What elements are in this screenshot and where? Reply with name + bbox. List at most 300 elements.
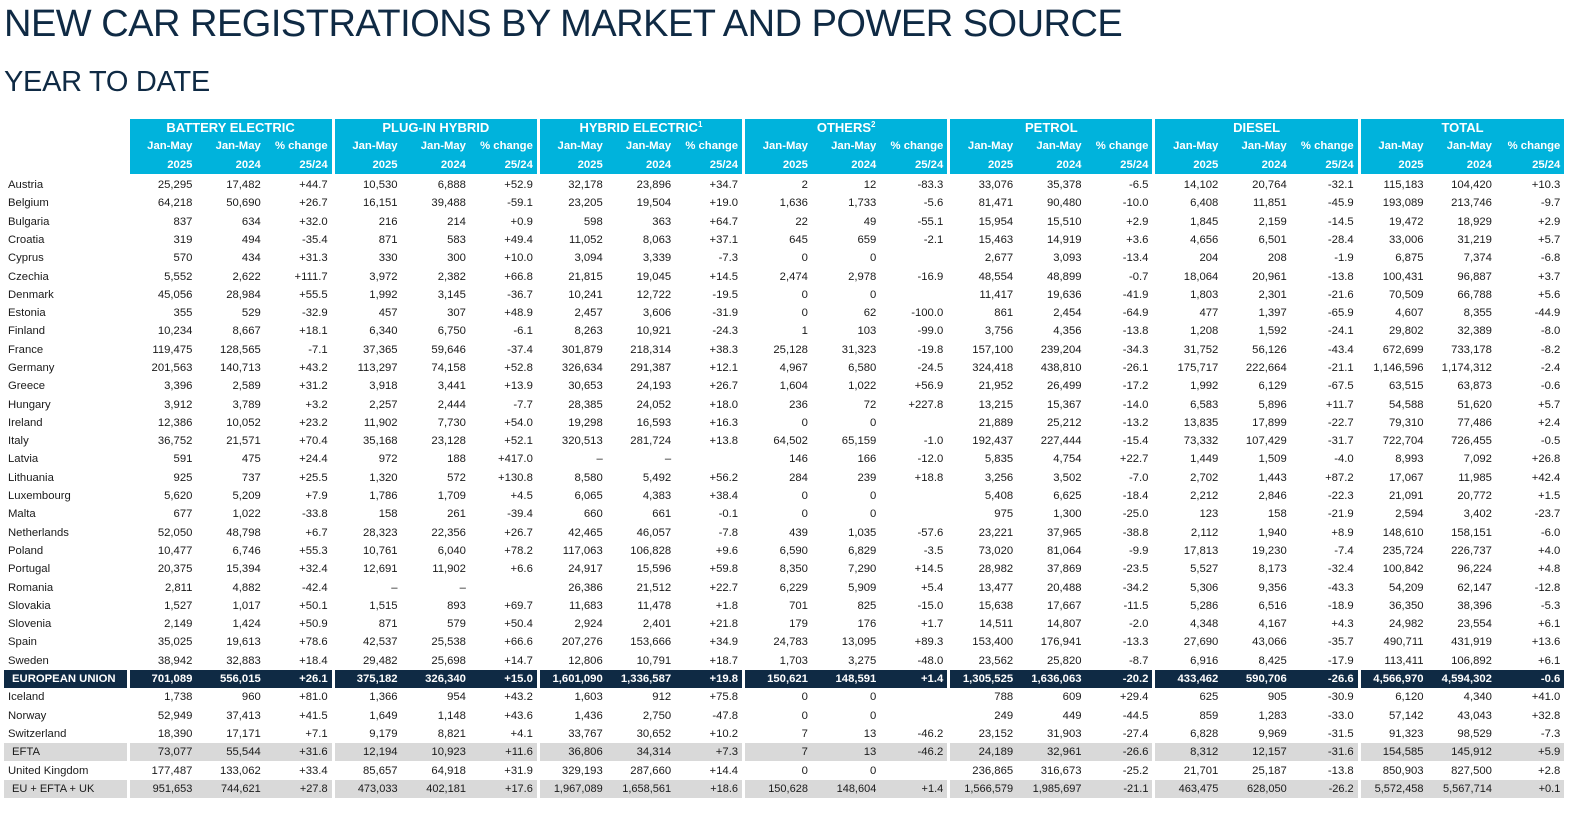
column-subheader: 2024 (607, 156, 675, 175)
value-cell: 2,257 (333, 395, 401, 413)
value-cell: 148,610 (1359, 524, 1427, 542)
value-cell: 63,515 (1359, 377, 1427, 395)
value-cell: 1,509 (1258, 453, 1287, 466)
group-header-label: HYBRID ELECTRIC (579, 120, 698, 136)
percent-change-cell: -99.0 (917, 325, 944, 338)
value-cell: 590,706 (1222, 670, 1290, 688)
group-header-diesel (1154, 119, 1359, 137)
value-cell: 32,883 (226, 654, 261, 667)
value-cell: 300 (447, 252, 466, 265)
column-subheader: % change (1291, 137, 1359, 155)
percent-change-cell (675, 450, 743, 468)
value-cell: 11,478 (637, 599, 672, 612)
table-row (4, 395, 1564, 413)
value-cell: 3,396 (128, 377, 196, 395)
percent-change-cell: +14.5 (709, 270, 739, 283)
value-cell: 8,063 (642, 233, 672, 246)
percent-change-cell: -7.1 (308, 343, 328, 356)
value-cell: 54,209 (1359, 578, 1427, 596)
table-row (4, 194, 1564, 212)
percent-change-cell (880, 249, 948, 267)
value-cell: 74,158 (431, 362, 466, 374)
value-cell: 1,397 (1258, 307, 1287, 320)
value-cell: 5,209 (232, 490, 261, 503)
group-header-label: DIESEL (1233, 120, 1281, 136)
value-cell: 3,145 (437, 288, 466, 301)
value-cell: 23,128 (431, 435, 466, 448)
percent-change-cell: +10.3 (1531, 179, 1561, 192)
table-row (4, 432, 1564, 450)
value-cell: 23,562 (949, 652, 1017, 670)
value-cell: 871 (333, 615, 401, 633)
percent-change-cell: -8.0 (1540, 325, 1561, 338)
percent-change-cell: +26.8 (1531, 453, 1561, 466)
value-cell: 1,017 (232, 599, 261, 612)
value-cell: 10,530 (333, 175, 401, 194)
value-cell: 218,314 (630, 343, 672, 356)
value-cell: 115,183 (1359, 175, 1427, 194)
value-cell: 449 (1062, 709, 1082, 722)
percent-change-cell: +16.3 (709, 416, 739, 429)
percent-change-cell: +19.0 (709, 197, 739, 210)
percent-change-cell: +33.4 (299, 764, 328, 777)
value-cell: 1,703 (744, 652, 812, 670)
value-cell: 12,806 (538, 652, 606, 670)
percent-change-cell: -55.1 (917, 215, 944, 228)
value-cell: 28,323 (333, 524, 401, 542)
value-cell: 0 (870, 691, 877, 704)
value-cell: 8,580 (538, 469, 606, 487)
value-cell: 21,512 (636, 581, 672, 594)
percent-change-cell (880, 505, 948, 523)
value-cell: 905 (1267, 691, 1287, 704)
percent-change-cell: -65.9 (1327, 307, 1354, 320)
value-cell: 261 (447, 508, 466, 521)
value-cell: 15,638 (949, 597, 1017, 615)
value-cell: 402,181 (402, 780, 470, 798)
value-cell: 6,120 (1359, 688, 1427, 706)
column-subheader: 25/24 (1086, 156, 1154, 175)
percent-change-cell: -5.3 (1540, 599, 1561, 612)
value-cell: 52,949 (128, 707, 196, 725)
percent-change-cell: -4.0 (1334, 453, 1354, 466)
value-cell: 113,297 (333, 359, 401, 377)
value-cell: 5,896 (1258, 398, 1287, 411)
value-cell: 579 (447, 618, 466, 631)
percent-change-cell: -2.0 (1128, 618, 1149, 631)
country-name: Netherlands (8, 526, 69, 539)
country-name: Portugal (8, 563, 51, 576)
value-cell: 287,660 (630, 764, 672, 777)
country-name: Czechia (8, 270, 49, 283)
value-cell: 434 (241, 252, 261, 265)
percent-change-cell: -57.6 (917, 526, 944, 539)
percent-change-cell: -31.6 (1291, 743, 1359, 761)
value-cell: 148,591 (812, 670, 880, 688)
value-cell: 214 (447, 215, 466, 228)
value-cell: 10,241 (538, 286, 606, 304)
percent-change-cell: -7.0 (1128, 471, 1149, 484)
value-cell: 1 (744, 322, 812, 340)
table-row (4, 450, 1564, 468)
value-cell: 4,882 (232, 581, 261, 594)
percent-change-cell: -15.0 (917, 599, 944, 612)
value-cell: 35,025 (128, 633, 196, 651)
footnote-marker: 2 (871, 120, 876, 130)
value-cell: 475 (241, 453, 261, 466)
value-cell: 6,583 (1154, 395, 1222, 413)
value-cell: 20,488 (1046, 581, 1082, 594)
value-cell: 2,454 (1053, 307, 1082, 320)
value-cell: 5,408 (949, 487, 1017, 505)
percent-change-cell: +78.6 (299, 636, 328, 649)
percent-change-cell: +1.8 (715, 599, 739, 612)
value-cell: 21,091 (1359, 487, 1427, 505)
value-cell: 6,040 (437, 544, 466, 557)
percent-change-cell: -19.8 (917, 343, 944, 356)
value-cell: 0 (744, 505, 812, 523)
table-row (4, 469, 1564, 487)
percent-change-cell: +70.4 (299, 435, 328, 448)
percent-change-cell: -18.9 (1327, 599, 1354, 612)
value-cell: 1,992 (1154, 377, 1222, 395)
column-subheader: Jan-May (607, 137, 675, 155)
value-cell: 73,077 (128, 743, 196, 761)
value-cell: 148,604 (812, 780, 880, 798)
value-cell: 11,683 (538, 597, 606, 615)
value-cell: 35,168 (333, 432, 401, 450)
value-cell: 645 (744, 231, 812, 249)
value-cell: 1,443 (1258, 471, 1287, 484)
percent-change-cell: +19.8 (675, 670, 743, 688)
value-cell: – (333, 578, 401, 596)
percent-change-cell: +12.1 (709, 362, 739, 374)
percent-change-cell: +38.4 (709, 490, 739, 503)
value-cell: 46,057 (636, 526, 672, 539)
value-cell: 37,869 (1046, 563, 1082, 576)
percent-change-cell: -32.9 (301, 307, 328, 320)
value-cell: 6,065 (538, 487, 606, 505)
percent-change-cell: -35.4 (301, 233, 328, 246)
percent-change-cell: +32.8 (1531, 709, 1561, 722)
value-cell: 3,339 (642, 252, 672, 265)
value-cell: 330 (333, 249, 401, 267)
percent-change-cell: -12.0 (917, 453, 944, 466)
country-name: Poland (8, 544, 44, 557)
table-row (4, 615, 1564, 633)
percent-change-cell: +31.6 (265, 743, 333, 761)
value-cell: 6,129 (1258, 380, 1287, 393)
column-subheader: % change (675, 137, 743, 155)
value-cell: 307 (447, 307, 466, 320)
percent-change-cell: -18.4 (1122, 490, 1149, 503)
column-subheader: 2025 (1154, 156, 1222, 175)
country-name: Luxembourg (8, 490, 71, 503)
group-header-label: PLUG-IN HYBRID (382, 120, 490, 136)
value-cell: 32,961 (1017, 743, 1085, 761)
subheader-row-year (4, 156, 1564, 175)
percent-change-cell: -14.5 (1327, 215, 1354, 228)
percent-change-cell: -46.2 (917, 727, 944, 740)
percent-change-cell: +42.4 (1531, 471, 1561, 484)
value-cell: 10,791 (636, 654, 672, 667)
percent-change-cell: -0.5 (1540, 435, 1561, 448)
percent-change-cell: +11.6 (470, 743, 538, 761)
value-cell: 7,290 (848, 563, 877, 576)
header-spacer (4, 137, 128, 155)
value-cell: 20,764 (1252, 179, 1287, 192)
value-cell: 2,924 (538, 615, 606, 633)
percent-change-cell: -12.8 (1534, 581, 1561, 594)
value-cell: 239 (857, 471, 877, 484)
value-cell: 0 (744, 487, 812, 505)
value-cell: 204 (1154, 249, 1222, 267)
column-subheader: Jan-May (128, 137, 196, 155)
value-cell: 70,509 (1359, 286, 1427, 304)
value-cell: 21,952 (949, 377, 1017, 395)
percent-change-cell: -6.0 (1540, 526, 1561, 539)
percent-change-cell: +56.2 (709, 471, 739, 484)
percent-change-cell: -24.5 (917, 362, 944, 374)
value-cell: 33,767 (538, 725, 606, 743)
column-subheader: % change (880, 137, 948, 155)
value-cell: 64,502 (744, 432, 812, 450)
percent-change-cell: +1.4 (880, 780, 948, 798)
percent-change-cell: -37.4 (507, 343, 533, 356)
percent-change-cell: -21.6 (1327, 288, 1354, 301)
country-name: Belgium (8, 197, 49, 210)
percent-change-cell: +81.0 (299, 691, 328, 704)
percent-change-cell: -31.5 (1327, 727, 1354, 740)
value-cell: 726,455 (1451, 435, 1492, 448)
percent-change-cell: +41.5 (299, 709, 328, 722)
percent-change-cell: -44.5 (1122, 709, 1149, 722)
value-cell: 226,737 (1451, 544, 1492, 557)
value-cell: 2,589 (232, 380, 261, 393)
value-cell: 31,219 (1457, 233, 1492, 246)
value-cell: 207,276 (538, 633, 606, 651)
country-name: Greece (8, 380, 46, 393)
value-cell: 625 (1154, 688, 1222, 706)
column-subheader: % change (1496, 137, 1564, 155)
country-name: Denmark (8, 288, 54, 301)
country-name: Ireland (8, 416, 43, 429)
percent-change-cell: -11.5 (1123, 599, 1149, 612)
table-row (4, 597, 1564, 615)
value-cell: 10,477 (128, 542, 196, 560)
value-cell: 2,846 (1258, 490, 1287, 503)
value-cell: 570 (128, 249, 196, 267)
value-cell: 23,896 (636, 179, 672, 192)
percent-change-cell: +49.4 (504, 233, 533, 246)
value-cell: 316,673 (1040, 764, 1082, 777)
percent-change-cell: -8.2 (1540, 343, 1561, 356)
group-header-label: PETROL (1024, 120, 1078, 136)
group-header-hybrid-electric (538, 119, 743, 137)
value-cell: 64,918 (431, 764, 466, 777)
country-name: Finland (8, 325, 46, 338)
value-cell: 14,919 (1046, 233, 1082, 246)
percent-change-cell: +48.9 (504, 307, 533, 320)
value-cell: 1,022 (848, 380, 877, 393)
country-name: Cyprus (8, 252, 44, 265)
value-cell: 1,424 (232, 618, 261, 631)
percent-change-cell: +6.6 (510, 563, 533, 576)
value-cell: 6,829 (848, 544, 877, 557)
value-cell: 7 (744, 725, 812, 743)
column-subheader: % change (1086, 137, 1154, 155)
value-cell: 38,942 (128, 652, 196, 670)
value-cell: 1,208 (1154, 322, 1222, 340)
percent-change-cell: -35.7 (1327, 636, 1354, 649)
value-cell: 4,356 (1053, 325, 1082, 338)
value-cell: 12 (863, 179, 877, 192)
percent-change-cell: +18.1 (299, 325, 328, 338)
value-cell: 176,941 (1040, 636, 1082, 649)
group-header-label: TOTAL (1441, 120, 1484, 136)
percent-change-cell: -23.5 (1122, 563, 1149, 576)
value-cell: 6,501 (1258, 233, 1287, 246)
value-cell: 10,052 (226, 416, 261, 429)
percent-change-cell: +32.0 (299, 215, 328, 228)
value-cell: 722,704 (1359, 432, 1427, 450)
value-cell: 33,076 (949, 175, 1017, 194)
value-cell: 11,902 (432, 563, 466, 576)
value-cell: 49 (863, 215, 877, 228)
value-cell: 3,918 (333, 377, 401, 395)
value-cell: 104,420 (1451, 179, 1492, 192)
value-cell: 29,802 (1359, 322, 1427, 340)
value-cell: 0 (744, 414, 812, 432)
value-cell: 193,089 (1359, 194, 1427, 212)
percent-change-cell: -64.9 (1122, 307, 1149, 320)
percent-change-cell: -0.1 (718, 508, 739, 521)
percent-change-cell: +0.9 (510, 215, 533, 228)
value-cell: 529 (241, 307, 261, 320)
value-cell: 37,965 (1046, 526, 1082, 539)
value-cell: 48,899 (1046, 270, 1082, 283)
value-cell: 1,649 (333, 707, 401, 725)
percent-change-cell: +22.7 (709, 581, 739, 594)
value-cell: 837 (128, 212, 196, 230)
value-cell: 975 (949, 505, 1017, 523)
percent-change-cell: -2.1 (923, 233, 944, 246)
eu-total-row (4, 670, 1564, 688)
value-cell: 490,711 (1359, 633, 1427, 651)
column-subheader: 25/24 (675, 156, 743, 175)
value-cell: 222,664 (1245, 362, 1287, 374)
value-cell: 1,527 (128, 597, 196, 615)
value-cell: 25,187 (1252, 764, 1287, 777)
table-row (4, 560, 1564, 578)
table-row (4, 578, 1564, 596)
value-cell: 24,052 (636, 398, 672, 411)
value-cell: 0 (744, 707, 812, 725)
value-cell: 103 (857, 325, 877, 338)
value-cell: 10,761 (333, 542, 401, 560)
percent-change-cell: -6.8 (1540, 252, 1561, 265)
value-cell: 12,386 (128, 414, 196, 432)
percent-change-cell: -59.1 (507, 197, 533, 210)
value-cell: 14,102 (1154, 175, 1222, 194)
percent-change-cell: -33.0 (1327, 709, 1354, 722)
value-cell: 8,355 (1463, 307, 1492, 320)
percent-change-cell: -0.7 (1128, 270, 1149, 283)
table-row (4, 322, 1564, 340)
value-cell: 1,305,525 (949, 670, 1017, 688)
value-cell: 81,471 (949, 194, 1017, 212)
value-cell: 158,151 (1451, 526, 1492, 539)
value-cell: 36,350 (1359, 597, 1427, 615)
value-cell: 11,851 (1253, 197, 1287, 210)
value-cell: 1,992 (333, 286, 401, 304)
value-cell: 8,350 (744, 560, 812, 578)
column-subheader: 2024 (1428, 156, 1496, 175)
table-row (4, 633, 1564, 651)
country-name: EUROPEAN UNION (4, 670, 128, 688)
value-cell: 1,436 (538, 707, 606, 725)
value-cell: 4,754 (1053, 453, 1082, 466)
value-cell: 7,374 (1463, 252, 1492, 265)
value-cell: 38,396 (1457, 599, 1492, 612)
efta-total-row (4, 743, 1564, 761)
column-subheader: 2024 (812, 156, 880, 175)
value-cell: 6,408 (1154, 194, 1222, 212)
value-cell: 1,845 (1154, 212, 1222, 230)
value-cell: 609 (1062, 691, 1082, 704)
percent-change-cell: +17.6 (470, 780, 538, 798)
percent-change-cell: +50.1 (299, 599, 328, 612)
value-cell: 36,806 (538, 743, 606, 761)
value-cell: 5,572,458 (1359, 780, 1427, 798)
table-row (4, 688, 1564, 706)
value-cell: 8,263 (538, 322, 606, 340)
country-name: Romania (8, 581, 54, 594)
percent-change-cell: -6.1 (513, 325, 533, 338)
column-subheader: 2025 (333, 156, 401, 175)
percent-change-cell: +43.2 (504, 691, 533, 704)
value-cell: 438,810 (1040, 362, 1082, 374)
percent-change-cell: +26.7 (299, 197, 328, 210)
value-cell: 133,062 (219, 764, 261, 777)
value-cell: 23,152 (949, 725, 1017, 743)
group-header-battery-electric (128, 119, 333, 137)
percent-change-cell: +4.1 (510, 727, 533, 740)
column-subheader: 2025 (744, 156, 812, 175)
value-cell: 79,310 (1359, 414, 1427, 432)
value-cell: – (538, 450, 606, 468)
value-cell: 32,389 (1457, 325, 1492, 338)
value-cell: 25,295 (128, 175, 196, 194)
percent-change-cell: +26.7 (709, 380, 739, 393)
country-name: Slovenia (8, 618, 52, 631)
percent-change-cell: +66.6 (504, 636, 533, 649)
value-cell: 1,515 (333, 597, 401, 615)
percent-change-cell: -25.2 (1122, 764, 1149, 777)
percent-change-cell: +13.8 (709, 435, 739, 448)
percent-change-cell: -45.9 (1327, 197, 1354, 210)
value-cell: 4,566,970 (1359, 670, 1427, 688)
value-cell: 153,666 (630, 636, 672, 649)
value-cell: 0 (870, 709, 877, 722)
value-cell: 825 (857, 599, 877, 612)
percent-change-cell: -26.6 (1291, 670, 1359, 688)
value-cell: 733,178 (1451, 343, 1492, 356)
country-name: United Kingdom (8, 764, 89, 777)
value-cell: 3,093 (1053, 252, 1082, 265)
percent-change-cell: +23.2 (299, 416, 328, 429)
percent-change-cell: -100.0 (911, 307, 944, 320)
